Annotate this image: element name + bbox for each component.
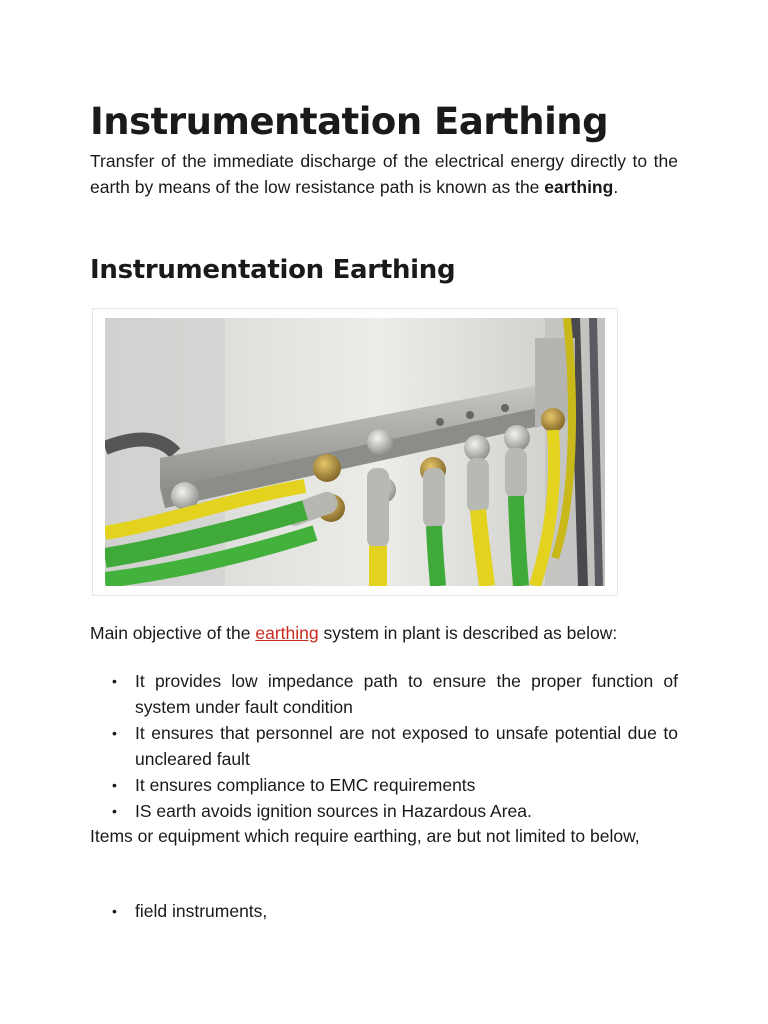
bullet-icon: • (112, 903, 117, 919)
items-list (112, 898, 678, 924)
list-item-text: IS earth avoids ignition sources in Hazardous Area. (135, 801, 532, 821)
section-heading: Instrumentation Earthing (90, 255, 456, 285)
list-item (112, 798, 678, 824)
list-item-text: It ensures that personnel are not exposed to unsafe potential due to uncleared fault (135, 723, 678, 769)
objective-end: system in plant is described as below: (318, 623, 618, 643)
items-paragraph: Items or equipment which require earthing, are but not limited to below, (90, 826, 640, 846)
intro-end: . (613, 177, 619, 197)
objective-text: Main objective of the (90, 623, 256, 643)
bullet-icon: • (112, 777, 117, 793)
earthing-busbar-photo (92, 308, 618, 596)
list-item-text: field instruments, (135, 901, 268, 921)
earthing-link[interactable]: earthing (255, 623, 319, 643)
objective-paragraph (90, 620, 617, 646)
objectives-list (112, 668, 678, 824)
page-title: Instrumentation Earthing (90, 100, 609, 143)
busbar-illustration (105, 318, 605, 586)
list-item-text: It ensures compliance to EMC requirements (135, 775, 476, 795)
bullet-icon: • (112, 673, 117, 689)
bullet-icon: • (112, 803, 117, 819)
list-item (112, 898, 678, 924)
list-item (112, 668, 678, 720)
list-item (112, 720, 678, 772)
intro-text: Transfer of the immediate discharge of the electrical energy directly to the earth by means of the low resistance path is known as the (90, 151, 678, 197)
bullet-icon: • (112, 725, 117, 741)
intro-paragraph (90, 148, 678, 200)
intro-bold-term: earthing (544, 177, 614, 197)
list-item-text: It provides low impedance path to ensure the proper function of system under fault condition (135, 671, 678, 717)
list-item (112, 772, 678, 798)
